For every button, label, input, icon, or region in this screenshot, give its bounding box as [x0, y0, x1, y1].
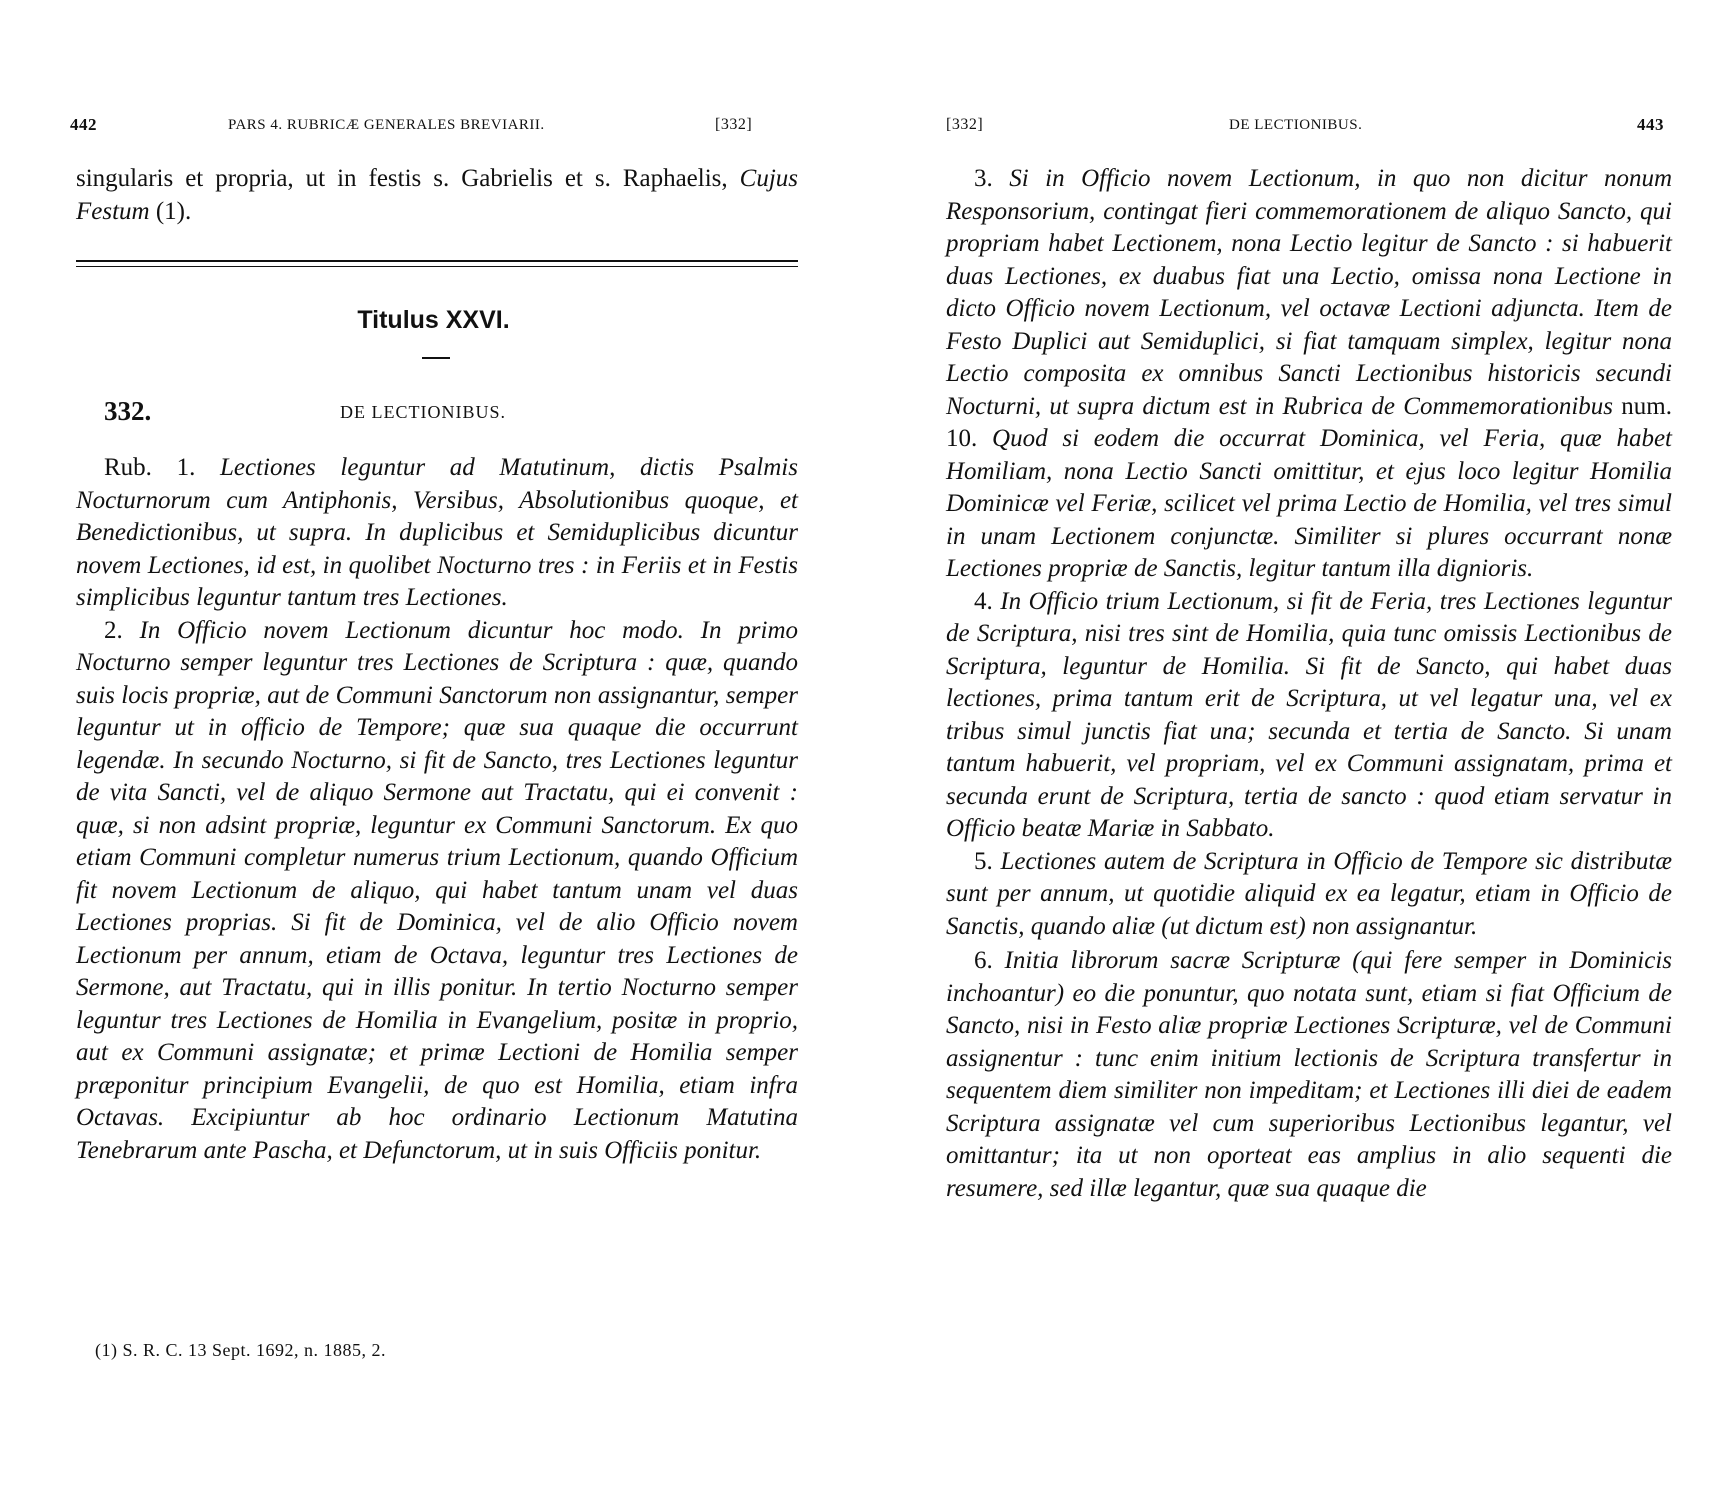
double-rule-bottom — [76, 266, 798, 267]
carryover-paragraph — [76, 163, 798, 228]
footnote: (1) S. R. C. 13 Sept. 1692, n. 1885, 2. — [95, 1340, 387, 1360]
carryover-italic: Cujus Festum — [76, 165, 798, 225]
paragraph-6-prefix: 6. — [974, 947, 1005, 974]
double-rule-top — [76, 260, 798, 262]
rubric-2-paragraph — [76, 615, 798, 1168]
paragraph-4-text: In Officio trium Lectionum, si fit de Feria, tres Lectiones leguntur de Scriptura, nisi tres sint de Homilia, quia tunc omissis Lectionibus de Scriptura, leguntur de Homilia. Si fit de Sancto, qui habet duas lectiones, prima tantum erit de Scriptura, ut vel legatur una, vel ex tribus simul junctis fiat una; secunda et tertia de Sancto. Si unam tantum habuerit, vel propriam, vel ex Communi assignatam, prima et secunda erunt de Scriptura, tertia de sancto : quod etiam servatur in Officio beatæ Mariæ in Sabbato. — [946, 587, 1672, 842]
running-title-right: DE LECTIONIBUS. — [1229, 117, 1363, 133]
right-page — [867, 0, 1734, 1500]
running-title-left: PARS 4. RUBRICÆ GENERALES BREVIARII. — [228, 117, 545, 133]
right-body — [946, 163, 1672, 1205]
titulus-heading: Titulus XXVI. — [357, 306, 510, 334]
carryover-text: singularis et propria, ut in festis s. Gabrielis et s. Raphaelis, — [76, 165, 728, 192]
rubric-2-prefix: 2. — [104, 616, 140, 644]
page-number-left: 442 — [70, 115, 97, 134]
paragraph-6-text: Initia librorum sacræ Scripturæ (qui fere semper in Dominicis inchoantur) eo die ponuntur, quo notata sunt, etiam si fiat Officium de Sancto, nisi in Festo aliæ propriæ Lectiones Scripturæ, vel de Communi assignentur : tunc enim initium lectionis de Scriptura transfertur in sequentem diem similiter non impeditam; et Lectiones illi diei de eadem Scriptura assignatæ vel cum superioribus Lectionibus legantur, vel omittantur; ita ut non oporteat eas amplius in alio sequenti die resumere, sed illæ legantur, quæ sua quaque die — [946, 947, 1673, 1202]
section-title: DE LECTIONIBUS. — [340, 402, 506, 422]
section-number: 332. — [104, 396, 152, 426]
bracket-number-right: [332] — [946, 116, 984, 133]
paragraph-3-prefix: 3. — [974, 165, 1010, 192]
paragraph-6 — [946, 945, 1672, 1205]
left-body — [76, 452, 798, 1167]
paragraph-3-num: num. 10. — [946, 392, 1673, 452]
page-number-right: 443 — [1637, 115, 1664, 134]
paragraph-3-text-a: Si in Officio novem Lectionum, in quo non dicitur nonum Responsorium, contingat fieri commemorationem de aliquo Sancto, qui propriam habet Lectionem, nona Lectio legitur de Sancto : si habuerit duas Lectiones, ex duabus fiat una Lectio, omissa nona Lectione in dicto Officio novem Lectionum, vel octavæ Lectioni adjuncta. Item de Festo Duplici aut Semiduplici, si fiat tamquam simplex, legitur nona Lectio composita ex omnibus Sancti Lectionibus historicis secundi Nocturni, ut supra dictum est in Rubrica de Commemorationibus — [946, 165, 1673, 420]
paragraph-5-text: Lectiones autem de Scriptura in Officio de Tempore sic distributæ sunt per annum, ut quotidie aliquid ex ea legatur, etiam in Officio de Sanctis, quando aliæ (ut dictum est) non assignantur. — [946, 847, 1672, 940]
paragraph-4-prefix: 4. — [974, 587, 1001, 615]
paragraph-3-text-b: Quod si eodem die occurrat Dominica, vel Feria, quæ habet Homiliam, nona Lectio Sancti omittitur, et ejus loco legitur Homilia Dominicæ vel Feriæ, scilicet vel prima Lectio de Homilia, vel tres simul in unam Lectionem conjunctæ. Similiter si plures occurrant nonæ Lectiones propriæ de Sanctis, legitur tantum illa dignioris. — [946, 425, 1672, 582]
paragraph-3 — [946, 163, 1672, 586]
rubric-1-paragraph — [76, 452, 798, 615]
rubric-1-text: Lectiones leguntur ad Matutinum, dictis Psalmis Nocturnorum cum Antiphonis, Versibus, Absolutionibus quoque, et Benedictionibus, ut supra. In duplicibus et Semiduplicibus dicuntur novem Lectiones, id est, in quolibet Nocturno tres : in Feriis et in Festis simplicibus leguntur tantum tres Lectiones. — [76, 454, 798, 611]
bracket-number-left: [332] — [715, 116, 753, 133]
rubric-2-text: In Officio novem Lectionum dicuntur hoc modo. In primo Nocturno semper leguntur tres Lectiones de Scriptura : quæ, quando suis locis propriæ, aut de Communi Sanctorum non assignantur, semper leguntur ut in officio de Tempore; quæ sua quaque die occurrunt legendæ. In secundo Nocturno, si fit de Sancto, tres Lectiones leguntur de vita Sancti, vel de aliquo Sermone aut Tractatu, qui ei convenit : quæ, si non adsint propriæ, leguntur ex Communi Sanctorum. Ex quo etiam Communi completur numerus trium Lectionum, quando Officium fit novem Lectionum de aliquo, qui habet tantum unam vel duas Lectiones proprias. Si fit de Dominica, vel de alio Officio novem Lectionum per annum, etiam de Octava, leguntur tres Lectiones de Sermone, aut Tractatu, qui in illis ponitur. In tertio Nocturno semper leguntur tres Lectiones de Homilia in Evangelium, positæ in proprio, aut ex Communi assignatæ; et primæ Lectioni de Homilia semper præponitur principium Evangelii, de quo est Homilia, etiam infra Octavas. Excipiuntur ab hoc ordinario Lectionum Matutina Tenebrarum ante Pascha, et Defunctorum, ut in suis Officiis ponitur. — [76, 616, 798, 1164]
title-dash — [422, 357, 450, 359]
paragraph-5 — [946, 846, 1672, 944]
footnote-ref: (1). — [149, 197, 192, 225]
rubric-1-prefix: Rub. 1. — [104, 454, 220, 481]
paragraph-5-prefix: 5. — [974, 847, 1001, 875]
paragraph-4 — [946, 586, 1672, 846]
